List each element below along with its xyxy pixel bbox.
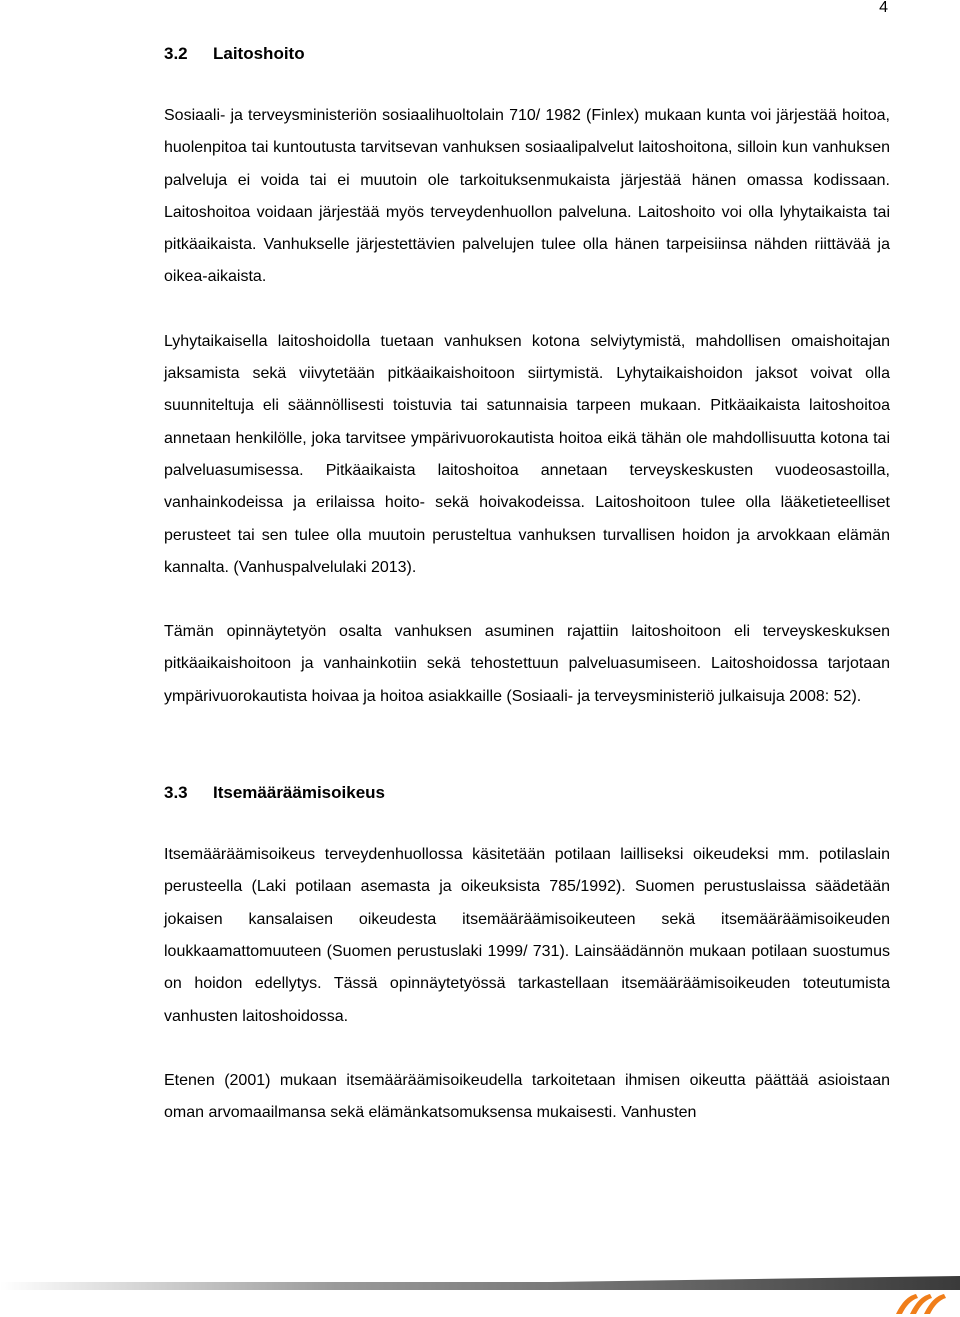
- document-body: [164, 38, 890, 1129]
- section-number: 3.3: [164, 783, 188, 803]
- school-logo-icon: [894, 1290, 950, 1316]
- section-heading-3-2: [164, 38, 890, 70]
- paragraph: Itsemääräämisoikeus terveydenhuollossa käsitetään potilaan lailliseksi oikeudeksi mm. potilaslain perusteella (Laki potilaan asemasta ja oikeuksista 785/1992). Suomen perustuslaissa säädetään jokaisen kansalaisen oikeudesta itsemääräämisoikeuteen sekä itsemääräämisoikeuden loukkaamattomuuteen (Suomen perustuslaki 1999/ 731). Lainsäädännön mukaan potilaan suostumus on hoidon edellytys. Tässä opinnäytetyössä tarkastellaan itsemääräämisoikeuden toteutumista vanhusten laitoshoidossa.: [164, 846, 890, 1025]
- paragraph: Etenen (2001) mukaan itsemääräämisoikeudella tarkoitetaan ihmisen oikeutta päättää asioistaan oman arvomaailmansa sekä elämänkatsomuksensa mukaisesti. Vanhusten: [164, 1071, 890, 1122]
- page-number: 4: [879, 0, 888, 16]
- paragraph: Sosiaali- ja terveysministeriön sosiaalihuoltolain 710/ 1982 (Finlex) mukaan kunta voi järjestää hoitoa, huolenpitoa tai kuntoutusta tarvitsevan vanhuksen sosiaalipalvelut laitoshoitona, silloin kun vanhuksen palveluja ei voida tai ei muutoin ole tarkoituksenmukaista järjestää hänen omassa kodissaan. Laitoshoitoa voidaan järjestää myös terveydenhuollon palveluna. Laitoshoito voi olla lyhytaikaista tai pitkäaikaista. Vanhukselle järjestettävien palvelujen tulee olla hänen tarpeisiinsa nähden riittävää ja oikea-aikaista.: [164, 107, 890, 286]
- section-number: 3.2: [164, 44, 188, 63]
- section-title: Laitoshoito: [213, 44, 305, 63]
- section-title: Itsemääräämisoikeus: [213, 783, 385, 803]
- paragraph: Lyhytaikaisella laitoshoidolla tuetaan vanhuksen kotona selviytymistä, mahdollisen omaishoitajan jaksamista sekä viivytetään pitkäaikaishoitoon siirtymistä. Lyhytaikaishoidon jaksot voivat olla suunniteltuja eli säännöllisesti toistuvia tai satunnaisia tarpeen mukaan. Pitkäaikaista laitoshoitoa annetaan henkilölle, joka tarvitsee ympärivuorokautista hoitoa eikä tähän ole mahdollisuutta kotona tai palveluasumisessa. Pitkäaikaista laitoshoitoa annetaan terveyskeskusten vuodeosastoilla, vanhainkodeissa ja erilaissa hoito- sekä hoivakodeissa. Laitoshoitoon tulee olla lääketieteelliset perusteet tai sen tulee olla muutoin perusteltua vanhuksen turvallisen hoidon ja arvokkaan elämän kannalta. (Vanhuspalvelulaki 2013).: [164, 332, 890, 576]
- paragraph: Tämän opinnäytetyön osalta vanhuksen asuminen rajattiin laitoshoitoon eli terveyskeskuksen pitkäaikaishoitoon ja vanhainkotiin sekä tehostettuun palveluasumiseen. Laitoshoidossa tarjotaan ympärivuorokautista hoivaa ja hoitoa asiakkaille (Sosiaali- ja terveysministeriö julkaisuja 2008: 52).: [164, 623, 890, 705]
- section-heading-3-3: [164, 777, 890, 809]
- footer-bar: [0, 1276, 960, 1290]
